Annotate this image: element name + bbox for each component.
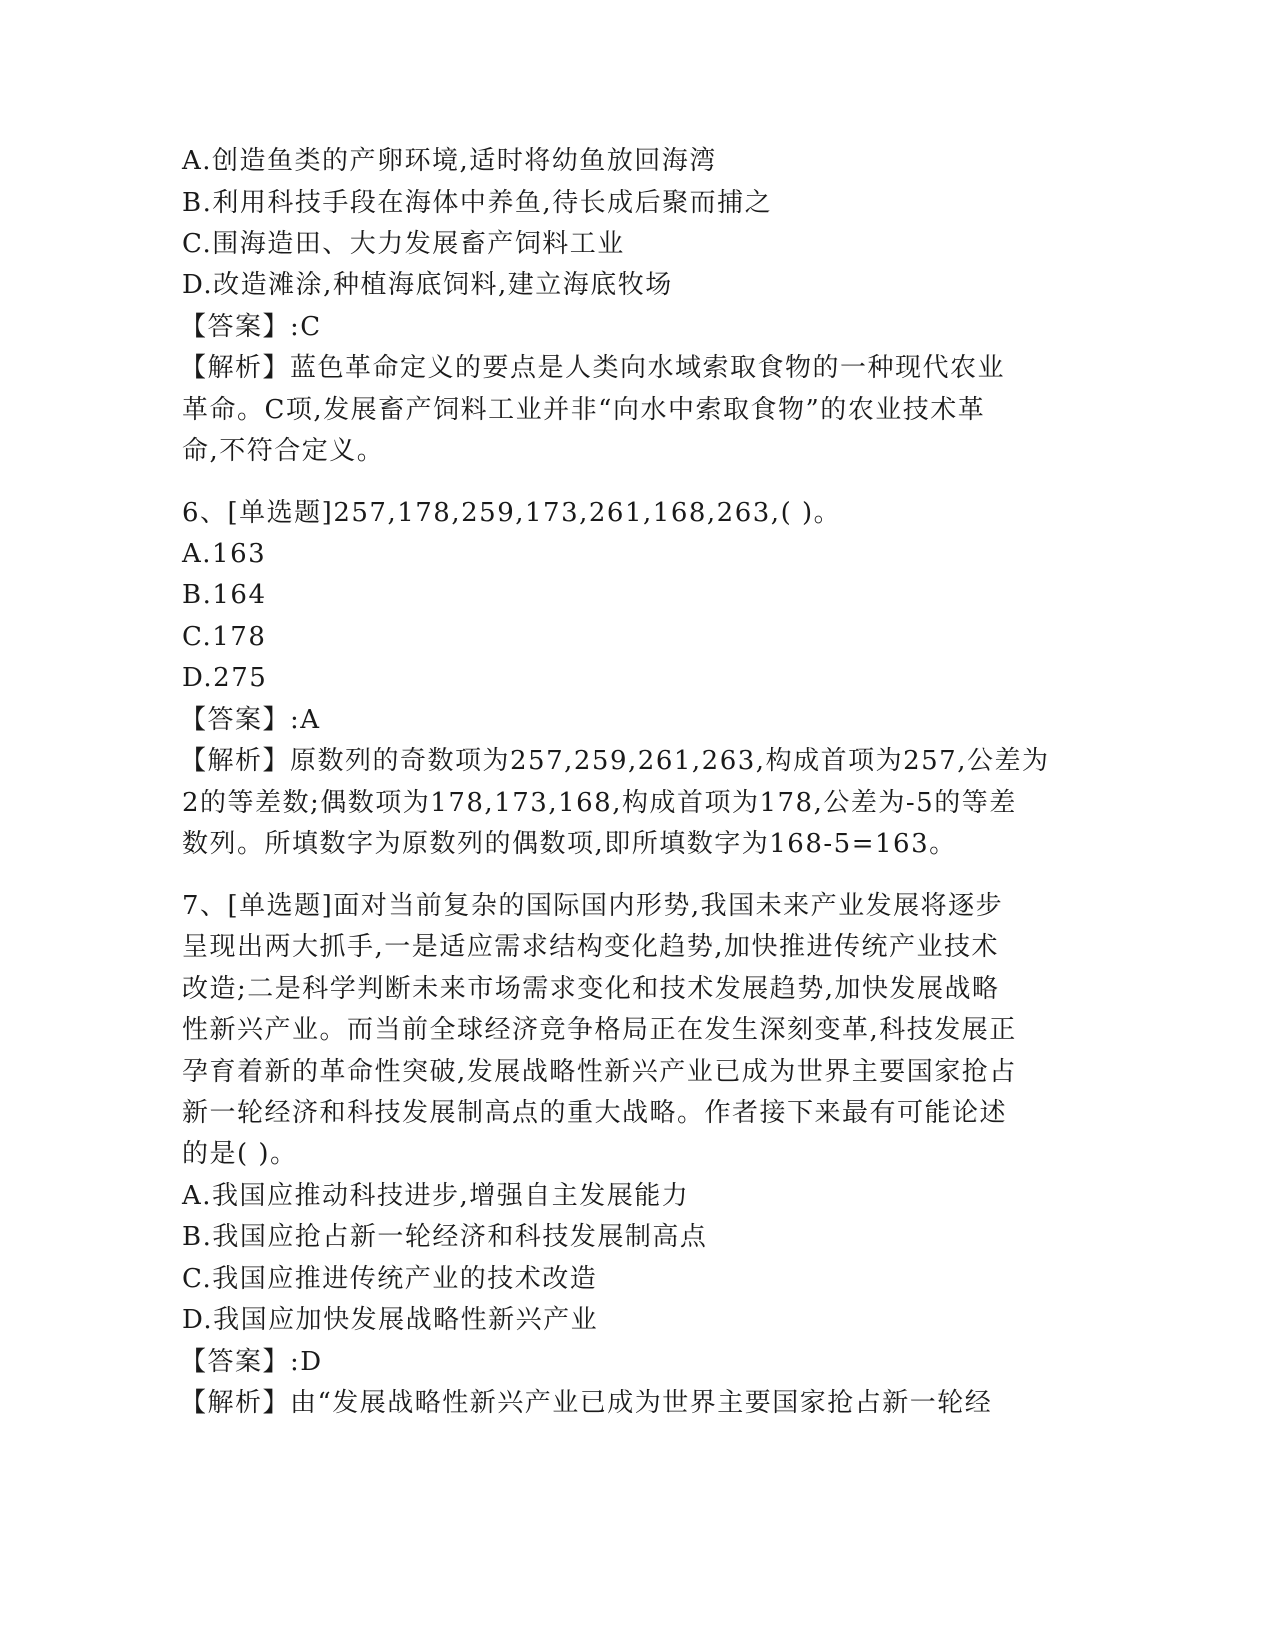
q5-option-d: D.改造滩涂,种植海底饲料,建立海底牧场 (182, 270, 673, 300)
q7-stem-line-5: 孕育着新的革命性突破,发展战略性新兴产业已成为世界主要国家抢占 (182, 1057, 1017, 1087)
q7-option-d: D.我国应加快发展战略性新兴产业 (182, 1305, 599, 1335)
q7-stem-line-3: 改造;二是科学判断未来市场需求变化和技术发展趋势,加快发展战略 (182, 974, 1000, 1004)
q6-analysis-line-2: 2的等差数;偶数项为178,173,168,构成首项为178,公差为-5的等差 (182, 788, 1017, 818)
q5-analysis-line-1: 【解析】蓝色革命定义的要点是人类向水域索取食物的一种现代农业 (180, 353, 1006, 383)
q5-analysis-line-3: 命,不符合定义。 (182, 436, 385, 466)
q6-analysis-line-1: 【解析】原数列的奇数项为257,259,261,263,构成首项为257,公差为 (180, 746, 1050, 776)
q7-option-a: A.我国应推动科技进步,增强自主发展能力 (182, 1181, 690, 1211)
q7-stem-line-4: 性新兴产业。而当前全球经济竞争格局正在发生深刻变革,科技发展正 (182, 1015, 1017, 1045)
q6-answer: 【答案】:A (180, 705, 321, 735)
q6-option-a: A.163 (182, 539, 267, 569)
q5-option-c: C.围海造田、大力发展畜产饲料工业 (182, 229, 625, 259)
q5-answer: 【答案】:C (180, 312, 322, 342)
q7-stem-line-2: 呈现出两大抓手,一是适应需求结构变化趋势,加快推进传统产业技术 (182, 932, 1000, 962)
q6-stem: 6、[单选题]257,178,259,173,261,168,263,( )。 (182, 498, 842, 528)
q7-answer: 【答案】:D (180, 1347, 323, 1377)
q7-option-b: B.我国应抢占新一轮经济和科技发展制高点 (182, 1222, 708, 1252)
q6-option-d: D.275 (182, 663, 268, 693)
q6-option-c: C.178 (182, 622, 267, 652)
q7-stem-line-7: 的是( )。 (182, 1139, 298, 1169)
q7-stem-line-1: 7、[单选题]面对当前复杂的国际国内形势,我国未来产业发展将逐步 (182, 891, 1004, 921)
q7-analysis-line-1: 【解析】由“发展战略性新兴产业已成为世界主要国家抢占新一轮经 (180, 1388, 993, 1418)
q5-analysis-line-2: 革命。C项,发展畜产饲料工业并非“向水中索取食物”的农业技术革 (182, 395, 986, 425)
q7-option-c: C.我国应推进传统产业的技术改造 (182, 1264, 598, 1294)
q5-option-a: A.创造鱼类的产卵环境,适时将幼鱼放回海湾 (182, 146, 717, 176)
q6-analysis-line-3: 数列。所填数字为原数列的偶数项,即所填数字为168-5=163。 (182, 829, 957, 859)
q7-stem-line-6: 新一轮经济和科技发展制高点的重大战略。作者接下来最有可能论述 (182, 1098, 1008, 1128)
q5-option-b: B.利用科技手段在海体中养鱼,待长成后聚而捕之 (182, 188, 773, 218)
q6-option-b: B.164 (182, 580, 267, 610)
